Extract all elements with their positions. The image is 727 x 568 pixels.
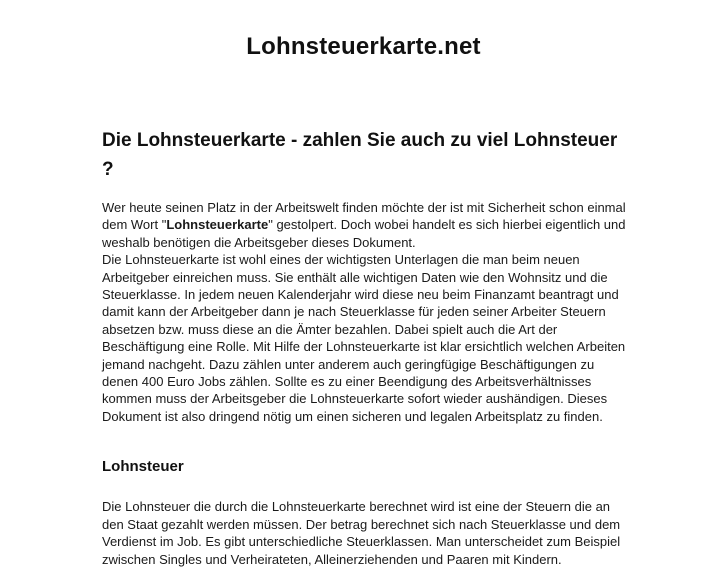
intro-text-before: Wer heute seinen Platz in der Arbeitswelt finden möchte der ist mit Sicherheit schon einmal dem Wort ": [102, 200, 626, 233]
site-title[interactable]: Lohnsteuerkarte.net: [246, 33, 481, 60]
intro-paragraph: [102, 199, 632, 251]
article: [102, 126, 632, 568]
keyword-lohnsteuerkarte: Lohnsteuerkarte: [166, 217, 269, 233]
section-heading-lohnsteuer: Lohnsteuer: [102, 458, 184, 476]
intro-text-after: " gestolpert. Doch wobei handelt es sich hierbei eigentlich und weshalb benötigen die Arbeitsgeber dieses Dokument.: [102, 217, 626, 250]
body-paragraph-lohnsteuer: Die Lohnsteuer die durch die Lohnsteuerkarte berechnet wird ist eine der Steuern die an den Staat gezahlt werden müssen. Der betrag berechnet sich nach Steuerklasse und dem Verdienst im Job. Es gibt unterschiedliche Steuerklassen. Man unterscheidet zum Beispiel zwischen Singles und Verheirateten, Alleinerziehenden und Paaren mit Kindern.: [102, 499, 621, 567]
body-paragraph-lohnsteuerkarte: Die Lohnsteuerkarte ist wohl eines der wichtigsten Unterlagen die man beim neuen Arbeitgeber einreichen muss. Sie enthält alle wichtigen Daten wie den Wohnsitz und die Steuerklasse. In jedem neuen Kalenderjahr wird diese neu beim Finanzamt beantragt und damit kann der Arbeitgeber dann je nach Steuerklasse für jeden seiner Arbeiter Steuern absetzen bzw. muss diese an die Ämter bezahlen. Dabei spielt auch die Art der Beschäftigung eine Rolle. Mit Hilfe der Lohnsteuerkarte ist klar ersichtlich welchen Arbeiten jemand nachgeht. Dazu zählen unter anderem auch geringfügige Beschäftigungen zu denen 400 Euro Jobs zählen. Sollte es zu einer Beendigung des Arbeitsverhältnisses kommen muss der Arbeitsgeber die Lohnsteuerkarte sofort wieder aushändigen. Dieses Dokument ist also dringend nötig um einen sicheren und legalen Arbeitsplatz zu finden.: [102, 252, 626, 424]
site-header: [0, 33, 727, 61]
article-title: Die Lohnsteuerkarte - zahlen Sie auch zu viel Lohnsteuer ?: [102, 130, 618, 180]
